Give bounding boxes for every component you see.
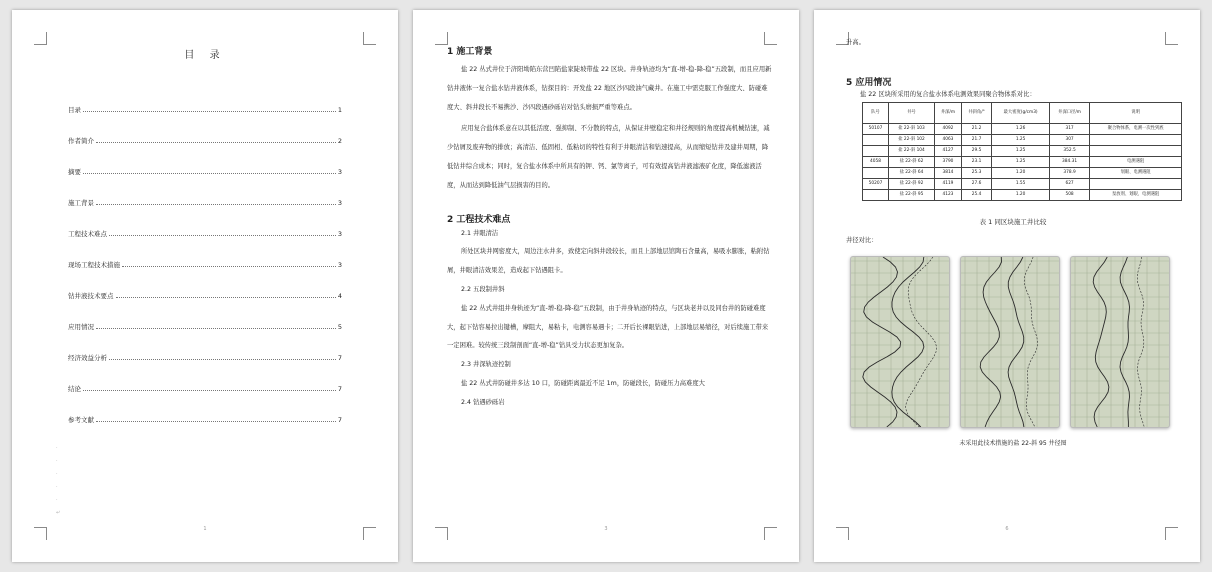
- toc-leader-dots: [83, 111, 336, 112]
- toc-entry-label: 目录: [68, 106, 81, 114]
- table-cell: 电测遇阻: [1090, 156, 1182, 167]
- page-3-content: [846, 34, 1180, 447]
- toc-entry-page: 3: [337, 199, 342, 207]
- toc-entry[interactable]: [68, 176, 342, 207]
- page-number: 1: [203, 526, 207, 532]
- diameter-label: 井径对比：: [846, 236, 878, 244]
- page-2-content: [447, 44, 773, 413]
- toc-entry-page: 7: [337, 385, 342, 393]
- toc-entry[interactable]: [68, 331, 342, 362]
- table-body: [863, 123, 1182, 200]
- paragraph-marks: · · · · · ↵: [56, 445, 61, 516]
- table-cell: 378.9: [1049, 167, 1089, 178]
- table-cell: [863, 134, 889, 145]
- toc-leader-dots: [116, 297, 336, 298]
- subsection-heading: 2.2 五段制井斜: [461, 285, 505, 293]
- toc-entry-page: 3: [337, 168, 342, 176]
- table-cell: 384.31: [1049, 156, 1089, 167]
- table-cell: [863, 189, 889, 200]
- caliper-curve-drawing: [851, 257, 949, 427]
- toc-entry-page: 5: [337, 323, 342, 331]
- section-heading: 1 施工背景: [447, 47, 493, 57]
- toc-entry-page: 1: [337, 106, 342, 114]
- table-header-cell: 说明: [1090, 102, 1182, 123]
- toc-entry[interactable]: [68, 269, 342, 300]
- table-cell: 泵放剂、划眼、电测遇阻: [1090, 189, 1182, 200]
- toc-entry[interactable]: [68, 238, 342, 269]
- toc-entry-label: 作者简介: [68, 137, 94, 145]
- table-cell: 3790: [935, 156, 962, 167]
- paragraph: 盐 22 丛式井位于济阳坳陷东营凹陷盐家陡坡带盐 22 区块。井身轨迹均为“直-增-稳-降-稳”五段制，而且应用新钻井液体一复合盐水钻井液体系，钻探目的：开发盐 22 地区沙四段油气藏井。在施工中需克服工作强度大、防碰难度大、斜井段长不易携沙、沙四段遇砂砾岩对钻头磨损严重等难点。: [447, 66, 772, 111]
- table-cell: 307: [1049, 134, 1089, 145]
- table-cell: 4127: [935, 145, 962, 156]
- toc-entry-label: 参考文献: [68, 416, 94, 424]
- section-heading: 5 应用情况: [846, 77, 892, 88]
- table-cell: 27.6: [961, 178, 991, 189]
- table-cell: 25.3: [961, 167, 991, 178]
- toc-entry[interactable]: [68, 114, 342, 145]
- table-cell: 聚合物体系，电测一次性到底: [1090, 123, 1182, 134]
- toc-entry-label: 工程技术难点: [68, 230, 107, 238]
- toc-leader-dots: [96, 142, 336, 143]
- table-cell: 3814: [935, 167, 962, 178]
- table-header-cell: 最大密度(g/cm3): [992, 102, 1050, 123]
- toc-entry-page: 4: [337, 292, 342, 300]
- table-cell: [863, 167, 889, 178]
- table-cell: 4058: [863, 156, 889, 167]
- subsection-heading: 2.4 钻遇砂砾岩: [461, 398, 505, 406]
- table-header-row: [863, 102, 1182, 123]
- toc-entry-label: 钻井液技术要点: [68, 292, 114, 300]
- caliper-photos: [850, 256, 1170, 428]
- paragraph: 盐 22 区块所采用的复合盐水体系电测效果同聚合物体系对比：: [860, 90, 1036, 98]
- table-cell: 1.25: [992, 156, 1050, 167]
- paragraph: 盐 22 丛式井组井身轨迹为“直-增-稳-降-稳”五段制，由于井身轨迹的特点，与区块老井以及同台井的防碰难度大，起下钻容易拉出键槽，摩阻大，易粘卡，电测容易遇卡；二开后长裸眼钻进，上部地层易缩径，对后续施工带来一定困难。较传统三段制剖面“直-增-稳”钻具受力状态更加复杂。: [447, 304, 769, 350]
- toc-entry-label: 结论: [68, 385, 81, 393]
- section-heading: 2 工程技术难点: [447, 214, 511, 225]
- subsection-heading: 2.1 井眼清洁: [461, 229, 499, 237]
- table-cell: 盐 22-斜 104: [888, 145, 934, 156]
- toc-leader-dots: [109, 359, 336, 360]
- table-cell: 508: [1049, 189, 1089, 200]
- table-cell: 盐 22-斜 95: [888, 189, 934, 200]
- toc-entry[interactable]: [68, 83, 342, 114]
- toc-leader-dots: [96, 204, 336, 205]
- table-cell: 1.25: [992, 145, 1050, 156]
- table-cell: 1.20: [992, 167, 1050, 178]
- table-header-cell: 井号: [888, 102, 934, 123]
- table-cell: 21.2: [961, 123, 991, 134]
- table-cell: 352.5: [1049, 145, 1089, 156]
- toc-entry[interactable]: [68, 362, 342, 393]
- table-cell: 4119: [935, 178, 962, 189]
- toc-entry-page: 7: [337, 354, 342, 362]
- toc-entry-label: 经济效益分析: [68, 354, 107, 362]
- crop-mark: [363, 32, 376, 45]
- toc-entry-label: 施工背景: [68, 199, 94, 207]
- toc-leader-dots: [96, 328, 336, 329]
- paragraph: 升高。: [846, 39, 865, 46]
- table-cell: 盐 22-斜 64: [888, 167, 934, 178]
- table-cell: [863, 145, 889, 156]
- toc-title: 目 录: [184, 50, 226, 61]
- table-cell: 23.1: [961, 156, 991, 167]
- paragraph: 盐 22 丛式井防碰井多达 10 口，防碰距离最近不足 1m，防碰段长，防碰压力高难度大: [461, 379, 705, 387]
- caliper-curve-drawing: [1071, 257, 1169, 427]
- caliper-curve-drawing: [961, 257, 1059, 427]
- table-cell: 1.20: [992, 189, 1050, 200]
- table-row: [863, 145, 1182, 156]
- toc-entry-page: 3: [337, 230, 342, 238]
- toc-entry[interactable]: [68, 145, 342, 176]
- page-3: [814, 10, 1200, 562]
- table-cell: 盐 22-斜 92: [888, 178, 934, 189]
- comparison-table: [862, 102, 1182, 201]
- table-cell: 4123: [935, 189, 962, 200]
- crop-mark: [34, 32, 47, 45]
- table-cell: 1.25: [992, 134, 1050, 145]
- table-cell: 50107: [863, 123, 889, 134]
- table-row: [863, 123, 1182, 134]
- toc-leader-dots: [109, 235, 336, 236]
- table-row: [863, 167, 1182, 178]
- paragraph: 所处区块井网密度大，周边注水井多，致使定向斜井段较长，而且上部地层馆陶石含量高，易吸水膨胀，粘附钻屑，井眼清洁效果差，造成起下钻遇阻卡。: [447, 248, 770, 275]
- toc-entry-label: 现场工程技术措施: [68, 261, 120, 269]
- table-cell: 4092: [935, 123, 962, 134]
- table-cell: 4063: [935, 134, 962, 145]
- table-cell: 50207: [863, 178, 889, 189]
- table-cell: 盐 22-斜 62: [888, 156, 934, 167]
- table-row: [863, 134, 1182, 145]
- table-cell: [1090, 134, 1182, 145]
- toc-entry-label: 摘要: [68, 168, 81, 176]
- table-header-cell: 井深口径/m: [1049, 102, 1089, 123]
- subsection-heading: 2.3 井深轨迹控制: [461, 361, 511, 369]
- toc-entry[interactable]: [68, 300, 342, 331]
- toc-entry-page: 2: [337, 137, 342, 145]
- table-cell: [1090, 178, 1182, 189]
- toc-leader-dots: [122, 266, 336, 267]
- caliper-log-photo: [850, 256, 950, 428]
- table-row: [863, 189, 1182, 200]
- page-number: 6: [1005, 526, 1009, 532]
- paragraph: 应用复合盐体系意在以其低活度、强抑制、不分散的特点，从保证井壁稳定和井径规则的角度提高机械钻速，减少钻屑及废弃物的排放；高清洁、低固相、低粘切的特性有利于井眼清洁和钻速提高，从而缩短钻井及建井周期，降低钻井综合成本；同时，复合盐水体系中所具有的钾、钙、氯等离子，可有效提高钻井液滤液矿化度，降低滤液活度，从而达到降低油气层损害的目的。: [447, 125, 770, 189]
- table-row: [863, 156, 1182, 167]
- table-cell: 29.5: [961, 145, 991, 156]
- caliper-log-photo: [1070, 256, 1170, 428]
- page-2: [413, 10, 799, 562]
- page-1: [12, 10, 398, 562]
- table-cell: [1090, 145, 1182, 156]
- toc-entry[interactable]: [68, 393, 342, 424]
- table-cell: 627: [1049, 178, 1089, 189]
- toc-leader-dots: [83, 173, 336, 174]
- table-row: [863, 178, 1182, 189]
- table-cell: 盐 22-斜 102: [888, 134, 934, 145]
- table-caption: 表 1 同区块施工井比较: [979, 217, 1047, 226]
- page-number: 3: [604, 526, 608, 532]
- table-cell: 划眼、电测遇阻: [1090, 167, 1182, 178]
- toc-entry-page: 3: [337, 261, 342, 269]
- toc-entry[interactable]: [68, 207, 342, 238]
- table-header-cell: 队号: [863, 102, 889, 123]
- table-cell: 1.55: [992, 178, 1050, 189]
- table-header-cell: 井深/m: [935, 102, 962, 123]
- toc-entry-page: 7: [337, 416, 342, 424]
- toc-entry-label: 应用情况: [68, 323, 94, 331]
- table-cell: 1.26: [992, 123, 1050, 134]
- caliper-log-photo: [960, 256, 1060, 428]
- table-cell: 21.7: [961, 134, 991, 145]
- table-cell: 盐 22-斜 103: [888, 123, 934, 134]
- table-header-cell: 井斜角/°: [961, 102, 991, 123]
- table-cell: 317: [1049, 123, 1089, 134]
- toc-leader-dots: [96, 421, 336, 422]
- table-of-contents: [68, 83, 342, 424]
- photo-caption: 未采用此技术措施的盐 22-斜 95 井径图: [959, 439, 1067, 447]
- table-cell: 25.4: [961, 189, 991, 200]
- toc-leader-dots: [83, 390, 336, 391]
